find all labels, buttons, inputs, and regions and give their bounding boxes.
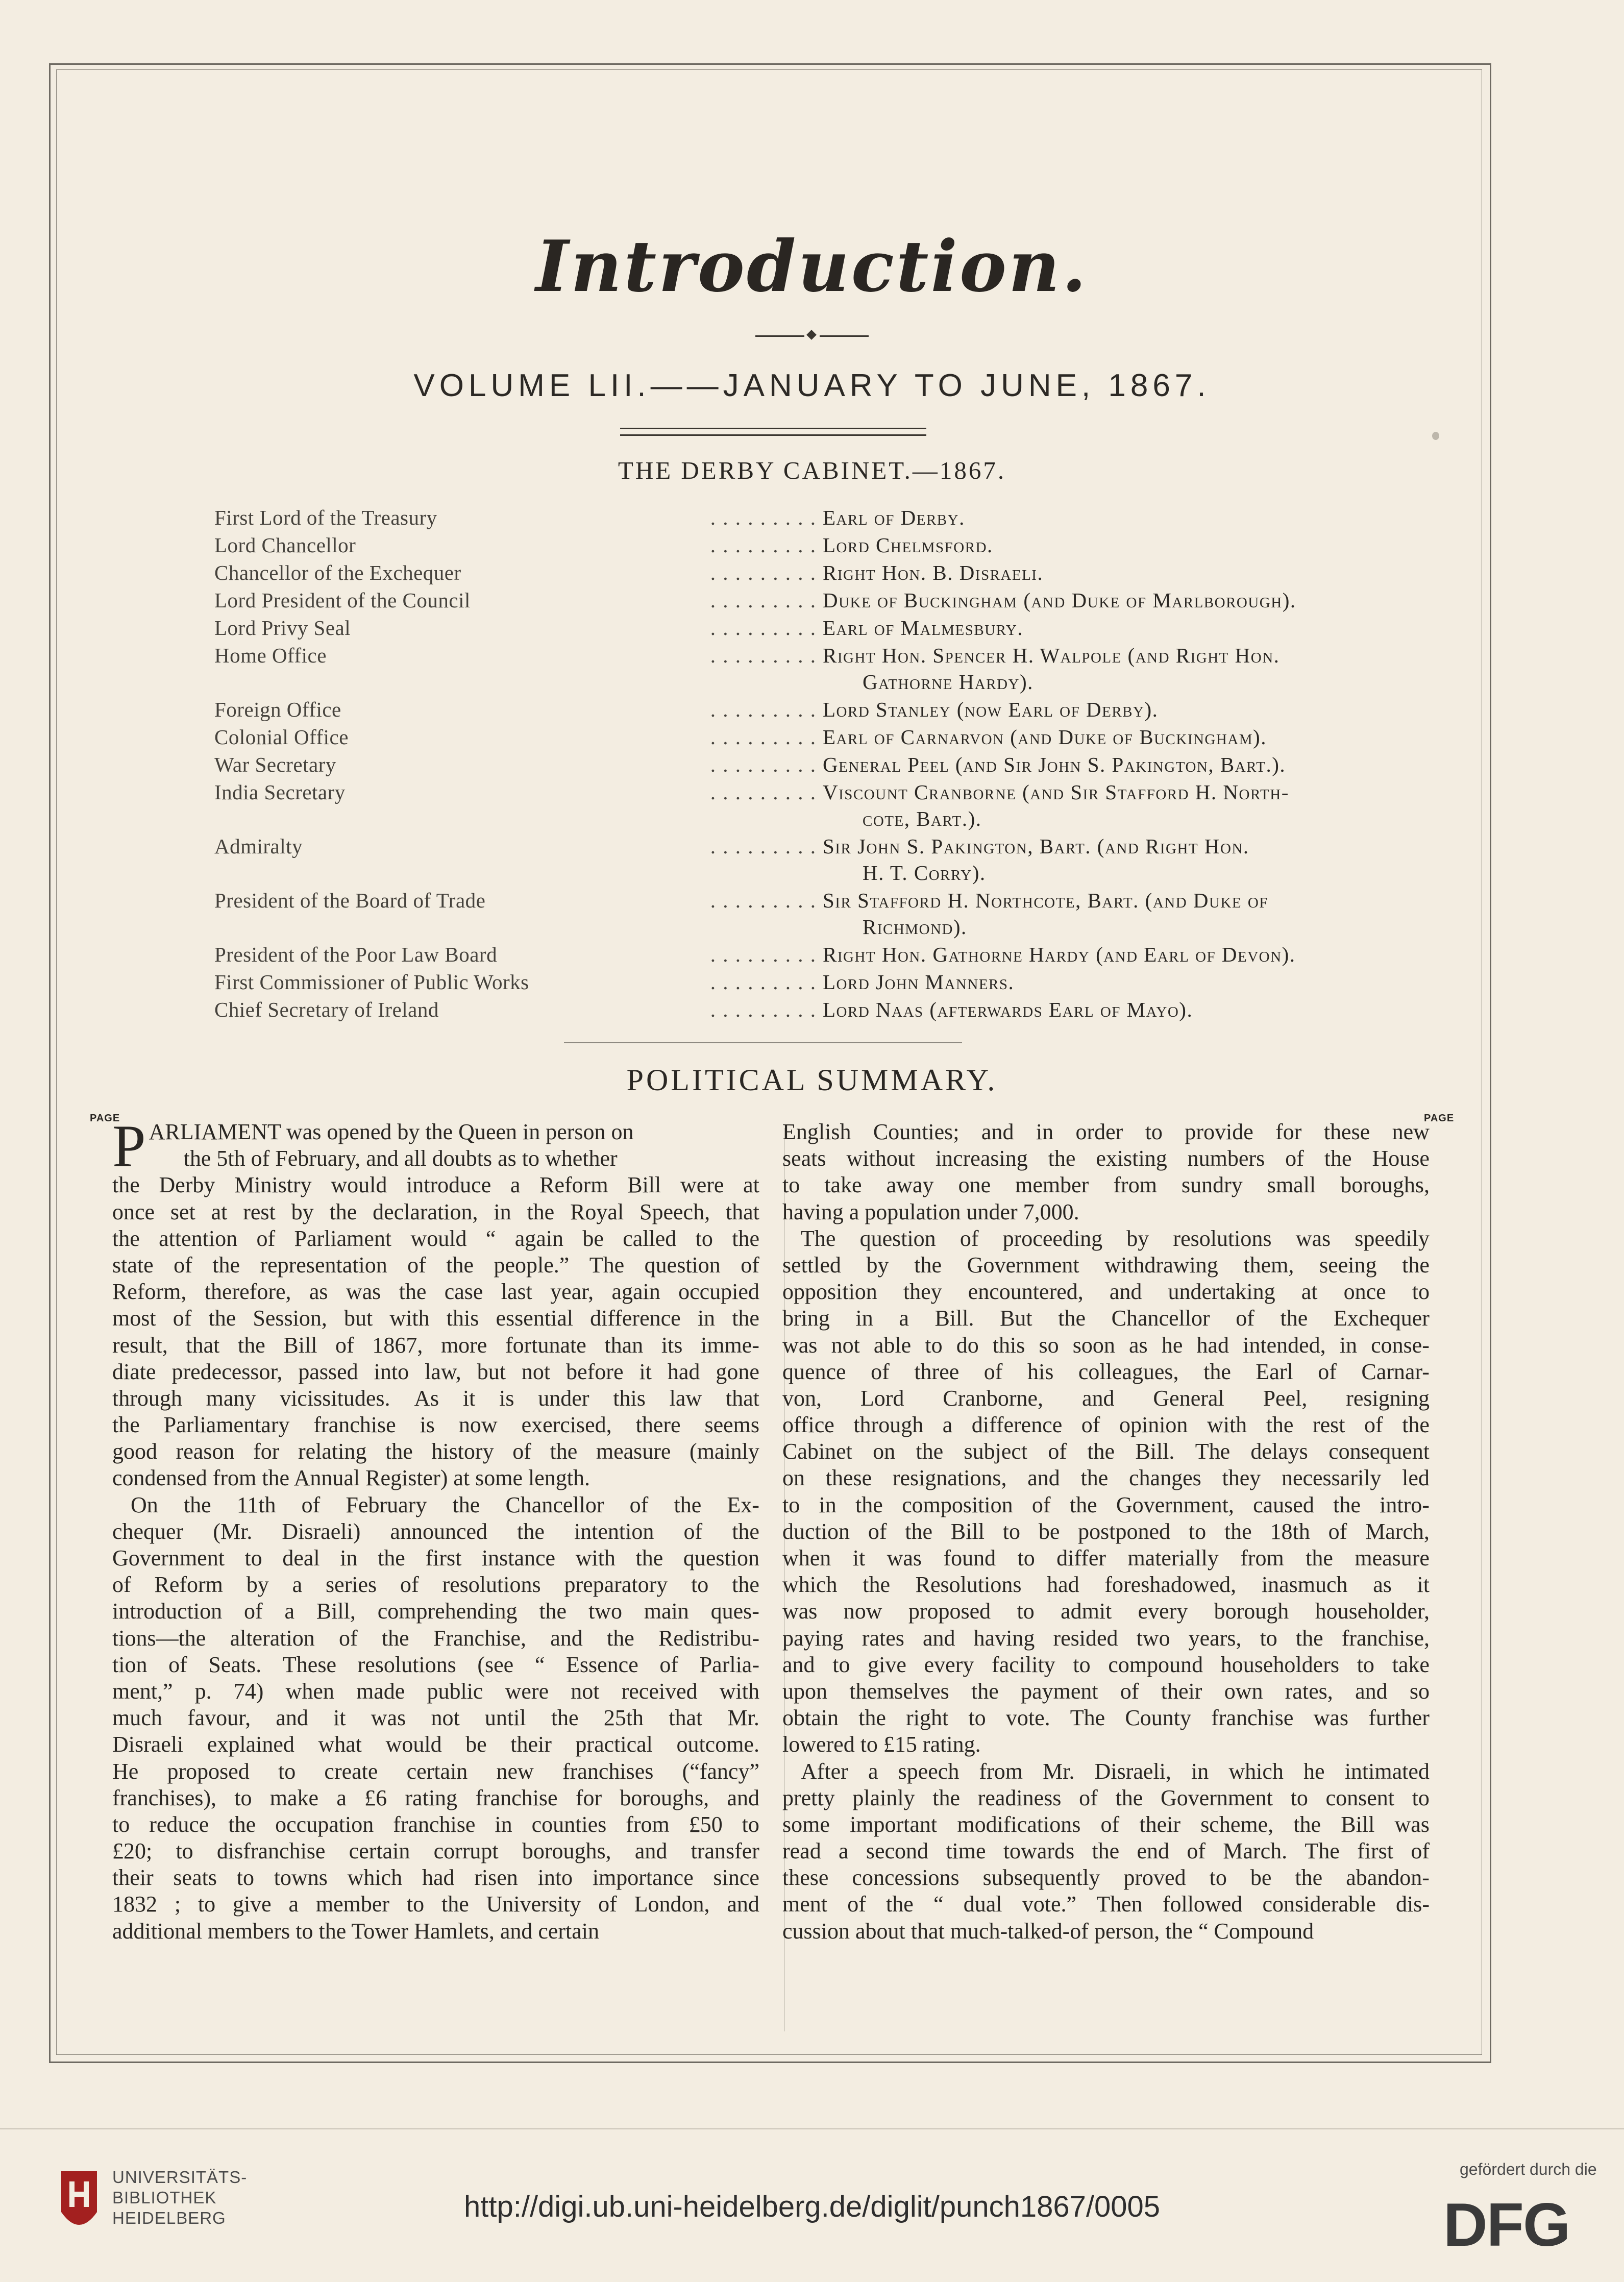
- cabinet-office-label: President of the Board of Trade: [214, 889, 486, 912]
- text-line: the Derby Ministry would introduce a Reform Bill were at: [112, 1172, 759, 1198]
- cabinet-office: [214, 969, 817, 995]
- university-library-name: UNIVERSITÄTS- BIBLIOTHEK HEIDELBERG: [112, 2168, 248, 2227]
- text-line: was now proposed to admit every borough householder,: [782, 1599, 1430, 1624]
- cabinet-office: [214, 532, 817, 558]
- cabinet-holder: Lord Chelmsford.: [823, 533, 993, 557]
- cabinet-office: [214, 751, 817, 778]
- text-line: £20; to disfranchise certain corrupt boroughs, and transfer: [112, 1838, 759, 1864]
- text-line: chequer (Mr. Disraeli) announced the intention of the: [112, 1518, 759, 1544]
- text-line: having a population under 7,000.: [782, 1199, 1079, 1224]
- cabinet-holder: Gathorne Hardy).: [863, 670, 1034, 694]
- paper-speck: [1432, 432, 1439, 440]
- text-line: tions—the alteration of the Franchise, and the Redistribu-: [112, 1625, 759, 1651]
- text-line: paying rates and having resided two years, to the franchise,: [782, 1625, 1430, 1651]
- cabinet-holder: Sir Stafford H. Northcote, Bart. (and Duke of: [823, 889, 1268, 912]
- summary-right-column: [782, 1119, 1430, 1945]
- cabinet-office-label: Colonial Office: [214, 725, 349, 749]
- text-line: to reduce the occupation franchise in counties from £50 to: [112, 1811, 759, 1837]
- text-line: pretty plainly the readiness of the Government to consent to: [782, 1785, 1430, 1810]
- dot-leader: . . . . . . . . .: [710, 644, 817, 667]
- text-line: On the 11th of February the Chancellor of the Ex-: [131, 1492, 759, 1517]
- cabinet-holder: Viscount Cranborne (and Sir Stafford H. North-: [823, 780, 1289, 804]
- cabinet-office: [214, 941, 817, 968]
- text-line: Government to deal in the first instance with the question: [112, 1545, 759, 1571]
- text-line: these concessions subsequently proved to be the abandon-: [782, 1865, 1430, 1891]
- page-label-left: PAGE: [90, 1113, 120, 1124]
- text-line: quence of three of his colleagues, the Earl of Carnar-: [782, 1359, 1430, 1384]
- funded-by-text: gefördert durch die: [1460, 2160, 1597, 2178]
- cabinet-holder: General Peel (and Sir John S. Pakington, Bart.).: [823, 753, 1286, 776]
- dfg-logo: DFG: [1443, 2191, 1570, 2259]
- text-line: good reason for relating the history of the measure (mainly: [112, 1439, 759, 1464]
- text-line: the 5th of February, and all doubts as to whether: [183, 1146, 618, 1171]
- cabinet-office-label: War Secretary: [214, 753, 336, 776]
- cabinet-holder: Right Hon. Spencer H. Walpole (and Right Hon.: [823, 644, 1280, 667]
- text-line: introduction of a Bill, comprehending the two main ques-: [112, 1599, 759, 1624]
- text-line: ment of the “ dual vote.” Then followed considerable dis-: [782, 1892, 1430, 1917]
- source-url-link[interactable]: http://digi.ub.uni-heidelberg.de/diglit/punch1867/0005: [463, 2190, 1161, 2223]
- text-line: to in the composition of the Government, caused the intro-: [782, 1492, 1430, 1517]
- text-line: Cabinet on the subject of the Bill. The delays consequent: [782, 1439, 1430, 1464]
- cabinet-office: [214, 559, 817, 586]
- text-line: read a second time towards the end of March. The first of: [782, 1838, 1430, 1864]
- dot-leader: . . . . . . . . .: [710, 998, 817, 1021]
- dot-leader: . . . . . . . . .: [710, 753, 817, 776]
- footer-rule: [0, 2128, 1624, 2129]
- cabinet-office-label: First Commissioner of Public Works: [214, 970, 529, 994]
- dot-leader: . . . . . . . . .: [710, 943, 817, 966]
- cabinet-office-label: Foreign Office: [214, 698, 341, 721]
- text-line: Reform, therefore, as was the case last year, again occupied: [112, 1279, 759, 1305]
- cabinet-holder: Duke of Buckingham (and Duke of Marlborough).: [823, 588, 1296, 612]
- text-line: Disraeli explained what would be their practical outcome.: [112, 1732, 759, 1757]
- text-line: bring in a Bill. But the Chancellor of the Exchequer: [782, 1306, 1430, 1331]
- cabinet-office: [214, 833, 817, 860]
- cabinet-holder: Earl of Derby.: [823, 506, 965, 529]
- cabinet-holder: H. T. Corry).: [863, 861, 986, 885]
- cabinet-office: [214, 504, 817, 531]
- dot-leader: . . . . . . . . .: [710, 533, 817, 557]
- text-line: to take away one member from sundry small boroughs,: [782, 1172, 1430, 1198]
- text-line: diate predecessor, passed into law, but not before it had gone: [112, 1359, 759, 1384]
- text-line: state of the representation of the people.” The question of: [112, 1252, 759, 1278]
- text-line: most of the Session, but with this essential difference in the: [112, 1306, 759, 1331]
- cabinet-office: [214, 996, 817, 1023]
- text-line: upon themselves the payment of their own rates, and so: [782, 1678, 1430, 1704]
- cabinet-office: [214, 887, 817, 914]
- text-line: additional members to the Tower Hamlets, and certain: [112, 1918, 600, 1944]
- text-line: settled by the Government withdrawing them, seeing the: [782, 1252, 1430, 1278]
- cabinet-holder: Earl of Carnarvon (and Duke of Buckingham).: [823, 725, 1267, 749]
- page-title: Introduction.: [535, 225, 1089, 308]
- title-ornament: [755, 331, 869, 341]
- dot-leader: . . . . . . . . .: [710, 725, 817, 749]
- cabinet-office-label: Lord Privy Seal: [214, 616, 351, 640]
- cabinet-office: [214, 724, 817, 750]
- text-line: through many vicissitudes. As it is under this law that: [112, 1385, 759, 1411]
- cabinet-holder: Lord John Manners.: [823, 970, 1015, 994]
- dot-leader: . . . . . . . . .: [710, 698, 817, 721]
- cabinet-office: [214, 696, 817, 723]
- political-summary-heading: POLITICAL SUMMARY.: [626, 1063, 998, 1097]
- cabinet-office: [214, 642, 817, 669]
- text-line: much favour, and it was not until the 25th that Mr.: [112, 1705, 759, 1731]
- text-line: cussion about that much-talked-of person, the “ Compound: [782, 1918, 1314, 1944]
- cabinet-office-label: Home Office: [214, 644, 327, 667]
- text-line: English Counties; and in order to provide for these new: [782, 1119, 1430, 1144]
- text-line: The question of proceeding by resolutions was speedily: [801, 1225, 1430, 1251]
- text-line: the Parliamentary franchise is now exercised, there seems: [112, 1412, 759, 1438]
- text-line: which the Resolutions had foreshadowed, inasmuch as it: [782, 1572, 1430, 1598]
- text-line: once set at rest by the declaration, in the Royal Speech, that: [112, 1199, 759, 1224]
- dot-leader: . . . . . . . . .: [710, 506, 817, 529]
- cabinet-holder: Sir John S. Pakington, Bart. (and Right Hon.: [823, 835, 1249, 858]
- double-rule: [620, 428, 926, 436]
- dot-leader: . . . . . . . . .: [710, 588, 817, 612]
- text-line: the attention of Parliament would “ again be called to the: [112, 1225, 759, 1251]
- text-line: when it was found to differ materially from the measure: [782, 1545, 1430, 1571]
- cabinet-office-label: Chief Secretary of Ireland: [214, 998, 439, 1021]
- cabinet-heading: THE DERBY CABINET.—1867.: [618, 456, 1006, 484]
- text-line: opposition they encountered, and undertaking at once to: [782, 1279, 1430, 1305]
- cabinet-office: [214, 779, 817, 805]
- cabinet-office-label: First Lord of the Treasury: [214, 506, 437, 529]
- dot-leader: . . . . . . . . .: [710, 780, 817, 804]
- volume-heading: VOLUME LII.——JANUARY TO JUNE, 1867.: [413, 368, 1211, 403]
- cabinet-holder: Lord Naas (afterwards Earl of Mayo).: [823, 998, 1193, 1021]
- cabinet-office: [214, 615, 817, 641]
- text-line: result, that the Bill of 1867, more fortunate than its imme-: [112, 1332, 759, 1358]
- text-line: After a speech from Mr. Disraeli, in which he intimated: [801, 1758, 1430, 1784]
- text-line: office through a difference of opinion with the rest of the: [782, 1412, 1430, 1438]
- text-line: duction of the Bill to be postponed to the 18th of March,: [782, 1518, 1430, 1544]
- text-line: of Reform by a series of resolutions preparatory to the: [112, 1572, 759, 1598]
- cabinet-holder: Right Hon. B. Disraeli.: [823, 561, 1044, 584]
- cabinet-office-label: President of the Poor Law Board: [214, 943, 498, 966]
- cabinet-office-label: Lord President of the Council: [214, 588, 471, 612]
- cabinet-holder: Richmond).: [863, 915, 967, 939]
- dot-leader: . . . . . . . . .: [710, 561, 817, 584]
- cabinet-office-label: Admiralty: [214, 835, 303, 858]
- text-line: obtain the right to vote. The County franchise was further: [782, 1705, 1430, 1731]
- dot-leader: . . . . . . . . .: [710, 970, 817, 994]
- text-line: condensed from the Annual Register) at some length.: [112, 1465, 590, 1491]
- dot-leader: . . . . . . . . .: [710, 616, 817, 640]
- text-line: seats without increasing the existing numbers of the House: [782, 1146, 1430, 1171]
- text-line: was not able to do this so soon as he had intended, in conse-: [782, 1332, 1430, 1358]
- drop-cap: P: [112, 1113, 146, 1180]
- text-line: von, Lord Cranborne, and General Peel, resigning: [782, 1385, 1430, 1411]
- text-line: and to give every facility to compound householders to take: [782, 1652, 1430, 1677]
- cabinet-holder: Right Hon. Gathorne Hardy (and Earl of Devon).: [823, 943, 1296, 966]
- cabinet-holder: cote, Bart.).: [863, 807, 982, 830]
- text-line: ment,” p. 74) when made public were not received with: [112, 1678, 759, 1704]
- text-line: lowered to £15 rating.: [782, 1732, 981, 1757]
- cabinet-office-label: Lord Chancellor: [214, 533, 356, 557]
- cabinet-holder: Earl of Malmesbury.: [823, 616, 1024, 640]
- section-rule: [564, 1042, 962, 1043]
- dot-leader: . . . . . . . . .: [710, 889, 817, 912]
- dot-leader: . . . . . . . . .: [710, 835, 817, 858]
- text-line: some important modifications of their scheme, the Bill was: [782, 1811, 1430, 1837]
- page-label-right: PAGE: [1424, 1113, 1455, 1124]
- text-line: franchises), to make a £6 rating franchise for boroughs, and: [112, 1785, 759, 1810]
- text-line: 1832 ; to give a member to the University of London, and: [112, 1892, 759, 1917]
- cabinet-office-label: Chancellor of the Exchequer: [214, 561, 461, 584]
- cabinet-office-label: India Secretary: [214, 780, 346, 804]
- text-line: tion of Seats. These resolutions (see “ Essence of Parlia-: [112, 1652, 759, 1677]
- text-line: He proposed to create certain new franchises (“fancy”: [112, 1758, 759, 1784]
- text-line: their seats to towns which had risen into importance since: [112, 1865, 759, 1891]
- text-line: on these resignations, and the changes they necessarily led: [782, 1465, 1430, 1491]
- cabinet-office: [214, 587, 817, 614]
- summary-left-column: [112, 1113, 759, 1945]
- text-line: PARLIAMENT was opened by the Queen in person on: [112, 1113, 634, 1180]
- cabinet-holder: Lord Stanley (now Earl of Derby).: [823, 698, 1159, 721]
